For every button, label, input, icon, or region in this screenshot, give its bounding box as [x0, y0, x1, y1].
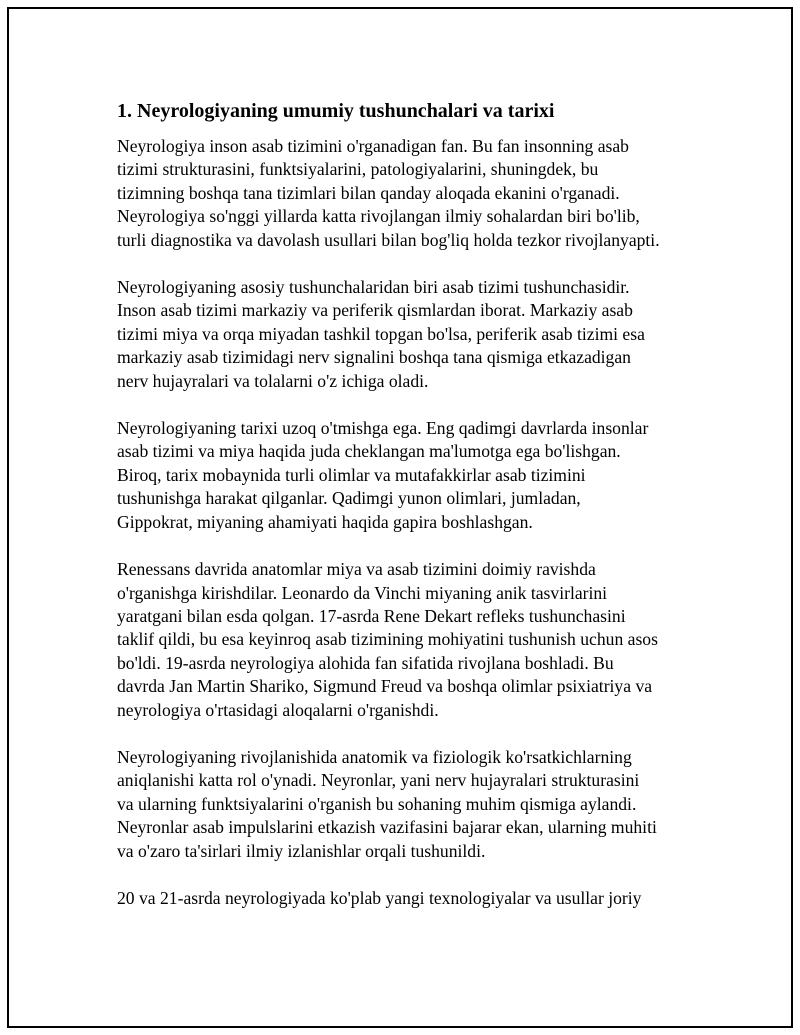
text-line: nerv hujayralari va tolalarni o'z ichiga oladi.	[117, 370, 429, 391]
text-line: aniqlanishi katta rol o'ynadi. Neyronlar, yani nerv hujayralari strukturasini	[117, 770, 640, 791]
text-line: 20 va 21-asrda neyrologiyada ko'plab yangi texnologiyalar va usullar joriy	[117, 887, 642, 908]
paragraph	[117, 558, 697, 722]
text-line: Neyronlar asab impulslarini etkazish vazifasini bajarar ekan, ularning muhiti	[117, 817, 657, 838]
section-heading: 1. Neyrologiyaning umumiy tushunchalari va tarixi	[117, 100, 555, 122]
text-line: Neyrologiyaning rivojlanishida anatomik va fiziologik ko'rsatkichlarning	[117, 746, 632, 767]
text-line: Biroq, tarix mobaynida turli olimlar va mutafakkirlar asab tizimini	[117, 464, 586, 485]
paragraph	[117, 417, 697, 534]
text-line: markaziy asab tizimidagi nerv signalini boshqa tana qismiga etkazadigan	[117, 347, 631, 368]
text-line: tizimning boshqa tana tizimlari bilan qanday aloqada ekanini o'rganadi.	[117, 182, 620, 203]
text-line: va o'zaro ta'sirlari ilmiy izlanishlar orqali tushunildi.	[117, 840, 486, 861]
text-line: taklif qildi, bu esa keyinroq asab tizimining mohiyatini tushunish uchun asos	[117, 629, 658, 650]
text-line: Gippokrat, miyaning ahamiyati haqida gapira boshlashgan.	[117, 511, 533, 532]
text-line: Neyrologiya inson asab tizimini o'rganadigan fan. Bu fan insonning asab	[117, 136, 629, 156]
text-line: tushunishga harakat qilganlar. Qadimgi yunon olimlari, jumladan,	[117, 488, 581, 509]
text-line: Neyrologiyaning asosiy tushunchalaridan biri asab tizimi tushunchasidir.	[117, 277, 630, 298]
text-line: Renessans davrida anatomlar miya va asab tizimini doimiy ravishda	[117, 559, 596, 580]
text-line: turli diagnostika va davolash usullari bilan bog'liq holda tezkor rivojlanyapti.	[117, 229, 660, 250]
text-line: bo'ldi. 19-asrda neyrologiya alohida fan sifatida rivojlana boshladi. Bu	[117, 652, 614, 673]
document-body	[117, 97, 697, 934]
text-line: o'rganishga kirishdilar. Leonardo da Vinchi miyaning anik tasvirlarini	[117, 582, 608, 603]
text-line: va ularning funktsiyalarini o'rganish bu sohaning muhim qismiga aylandi.	[117, 793, 637, 814]
paragraphs-container	[117, 135, 697, 910]
text-line: tizimi strukturasini, funktsiyalarini, patologiyalarini, shuningdek, bu	[117, 159, 599, 180]
text-line: Inson asab tizimi markaziy va periferik qismlardan iborat. Markaziy asab	[117, 300, 633, 321]
paragraph	[117, 276, 697, 393]
paragraph	[117, 746, 697, 863]
text-line: asab tizimi va miya haqida juda cheklangan ma'lumotga ega bo'lishgan.	[117, 441, 621, 462]
paragraph	[117, 887, 697, 910]
text-line: tizimi miya va orqa miyadan tashkil topgan bo'lsa, periferik asab tizimi esa	[117, 323, 645, 344]
document-page	[7, 7, 793, 1028]
text-line: neyrologiya o'rtasidagi aloqalarni o'rganishdi.	[117, 699, 439, 720]
text-line: yaratgani bilan esda qolgan. 17-asrda Rene Dekart refleks tushunchasini	[117, 605, 626, 626]
paragraph	[117, 135, 697, 252]
text-line: Neyrologiya so'nggi yillarda katta rivojlangan ilmiy sohalardan biri bo'lib,	[117, 206, 640, 227]
text-line: Neyrologiyaning tarixi uzoq o'tmishga ega. Eng qadimgi davrlarda insonlar	[117, 418, 649, 439]
text-line: davrda Jan Martin Shariko, Sigmund Freud va boshqa olimlar psixiatriya va	[117, 676, 653, 697]
